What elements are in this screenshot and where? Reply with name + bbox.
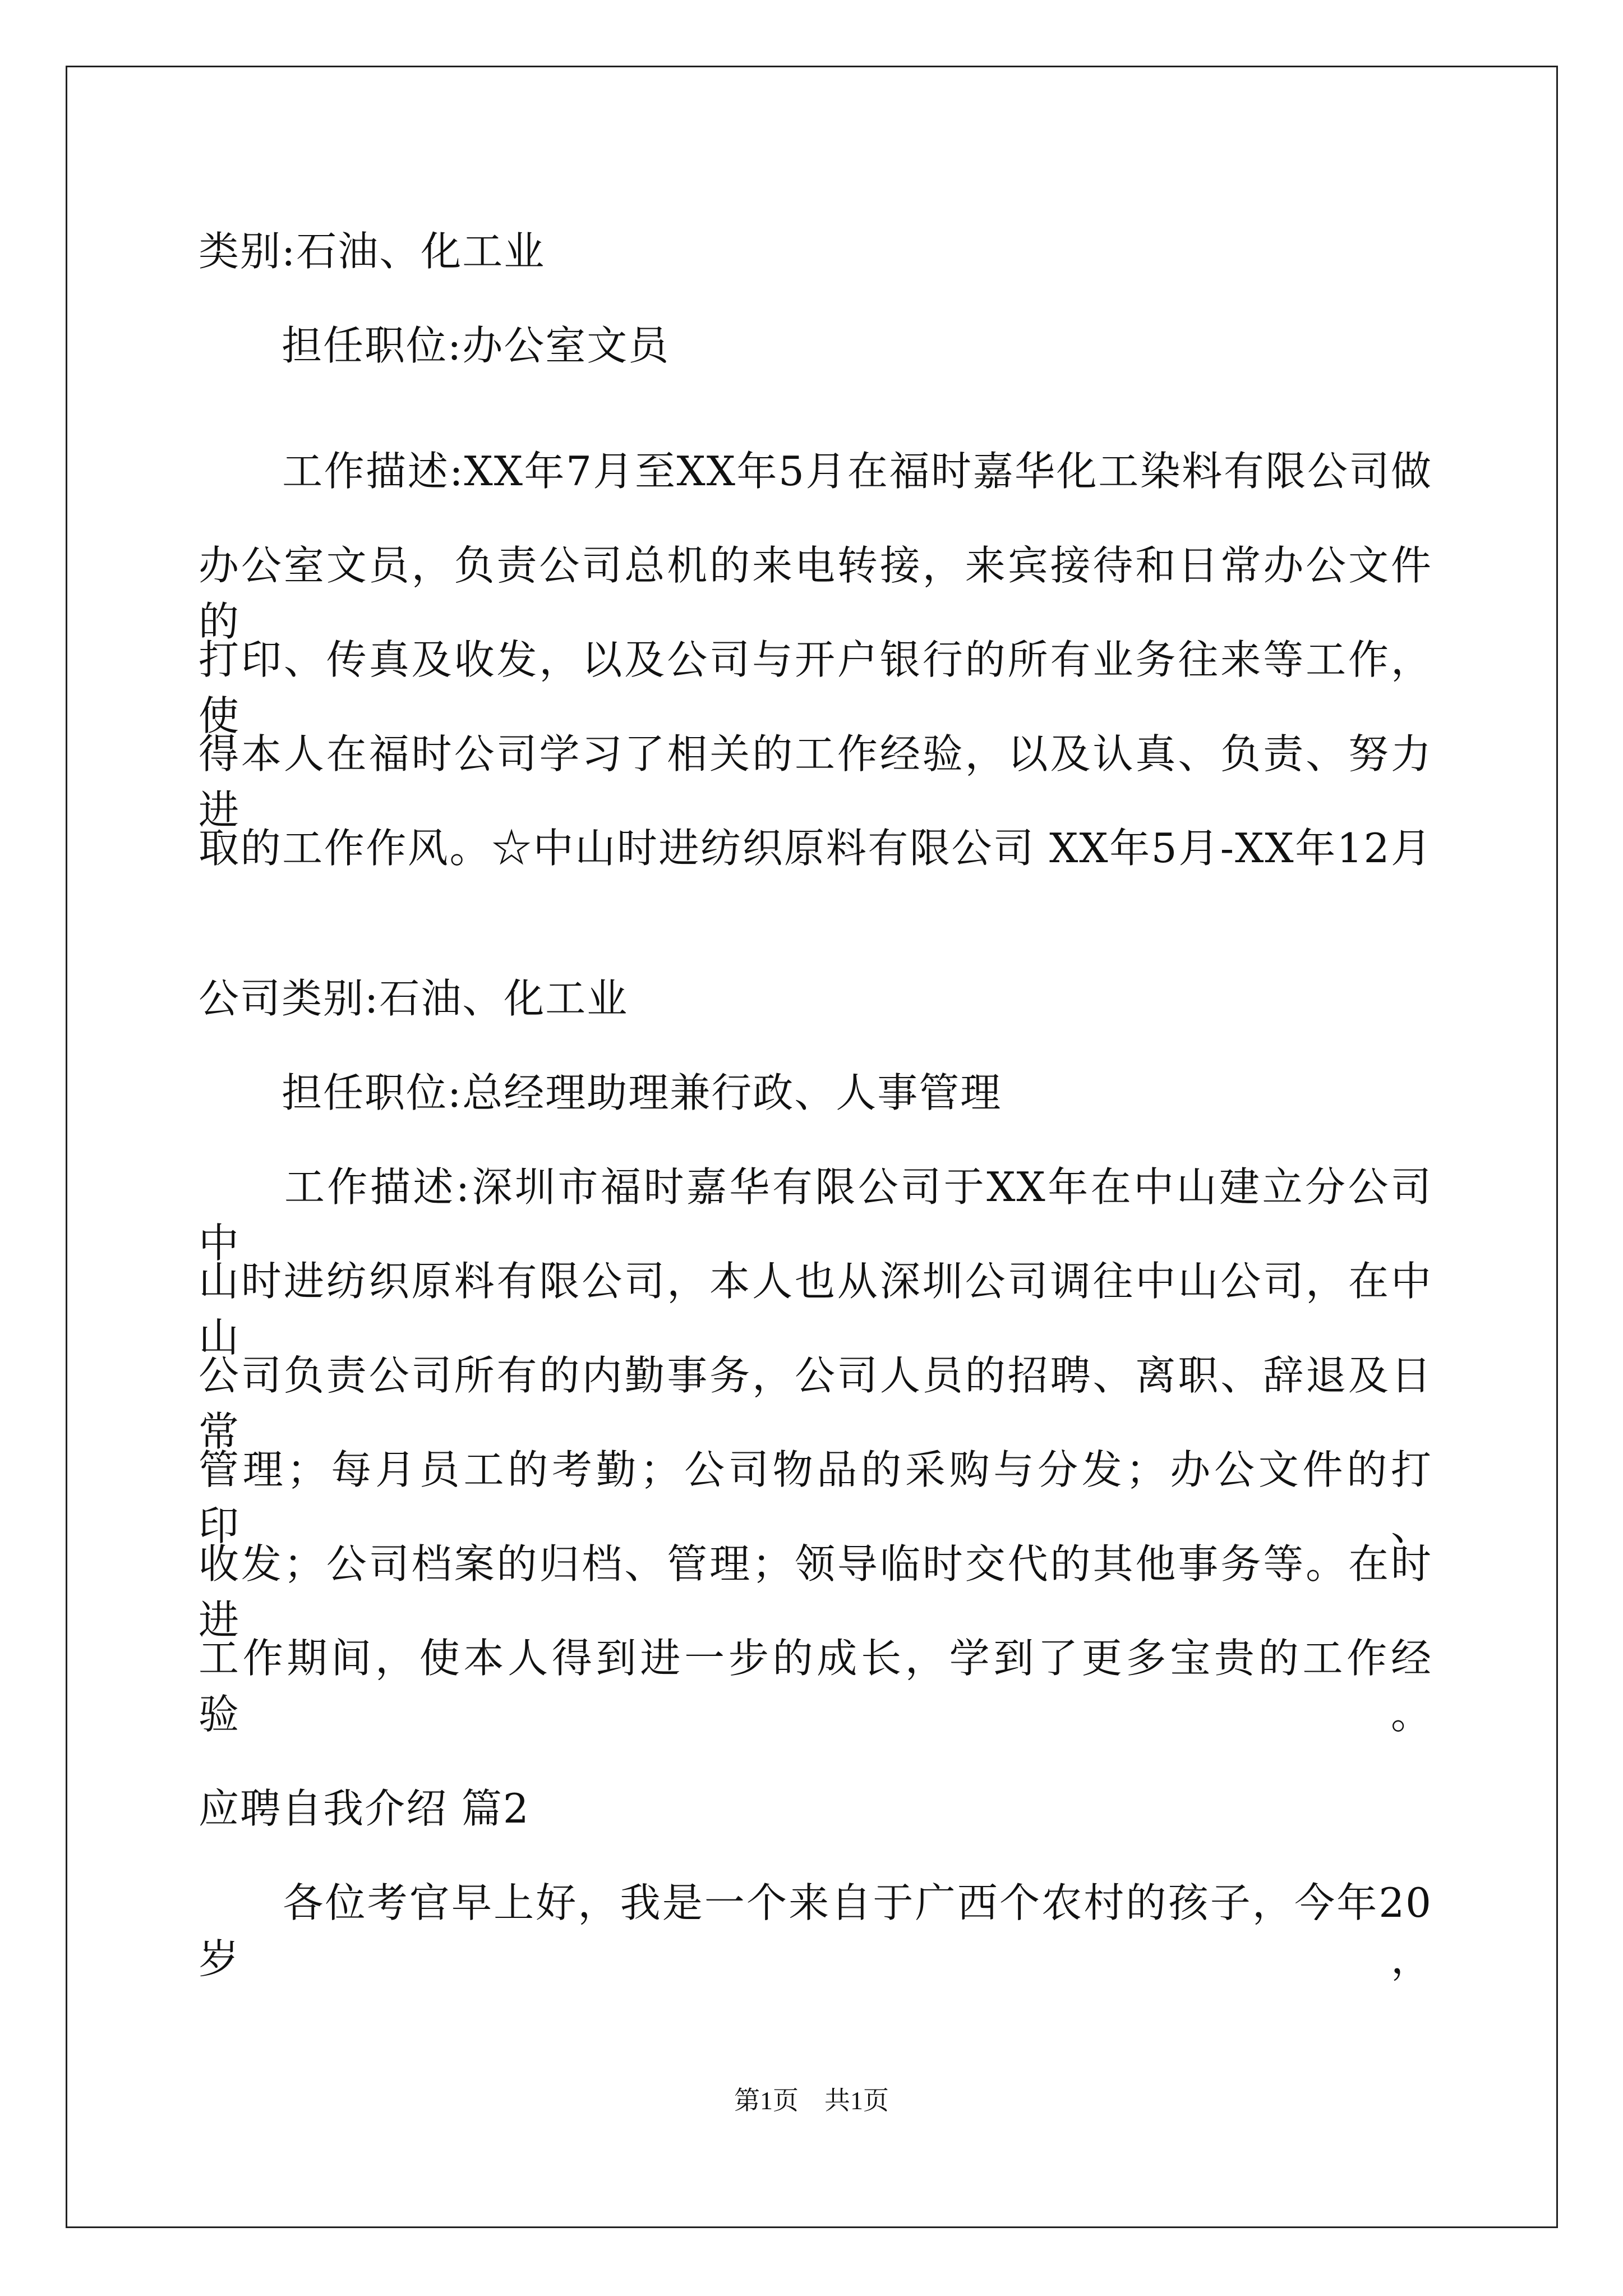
text-line: 担任职位:办公室文员: [199, 322, 670, 369]
section-heading: 应聘自我介绍 篇2: [199, 1785, 530, 1832]
page-number-footer: 第1页 共1页: [734, 2086, 889, 2115]
text-line: 办公室文员，负责公司总机的来电转接，来宾接待和日常办公文件的: [199, 542, 1432, 645]
text-line: 工作期间，使本人得到进一步的成长，学到了更多宝贵的工作经验。: [199, 1635, 1432, 1738]
text-line: 各位考官早上好，我是一个来自于广西个农村的孩子，今年20岁，: [199, 1879, 1432, 1982]
text-line: 得本人在福时公司学习了相关的工作经验，以及认真、负责、努力进: [199, 730, 1432, 834]
text-line: 公司负责公司所有的内勤事务，公司人员的招聘、离职、辞退及日常: [199, 1352, 1432, 1455]
text-line: 山时进纺织原料有限公司，本人也从深圳公司调往中山公司，在中山: [199, 1258, 1432, 1361]
text-line: 打印、传真及收发，以及公司与开户银行的所有业务往来等工作，使: [199, 636, 1432, 739]
text-line: 管理；每月员工的考勤；公司物品的采购与分发；办公文件的打印、: [199, 1446, 1432, 1549]
text-line: 类别:石油、化工业: [199, 228, 546, 275]
text-line: 担任职位:总经理助理兼行政、人事管理: [199, 1069, 1002, 1116]
text-line: 收发；公司档案的归档、管理；领导临时交代的其他事务等。在时进: [199, 1540, 1432, 1644]
text-line: 工作描述:XX年7月至XX年5月在福时嘉华化工染料有限公司做: [199, 448, 1432, 495]
text-line: 公司类别:石油、化工业: [199, 975, 629, 1022]
text-line: 工作描述:深圳市福时嘉华有限公司于XX年在中山建立分公司中: [199, 1163, 1432, 1267]
text-line: 取的工作作风。☆中山时进纺织原料有限公司 XX年5月-XX年12月: [199, 825, 1432, 872]
